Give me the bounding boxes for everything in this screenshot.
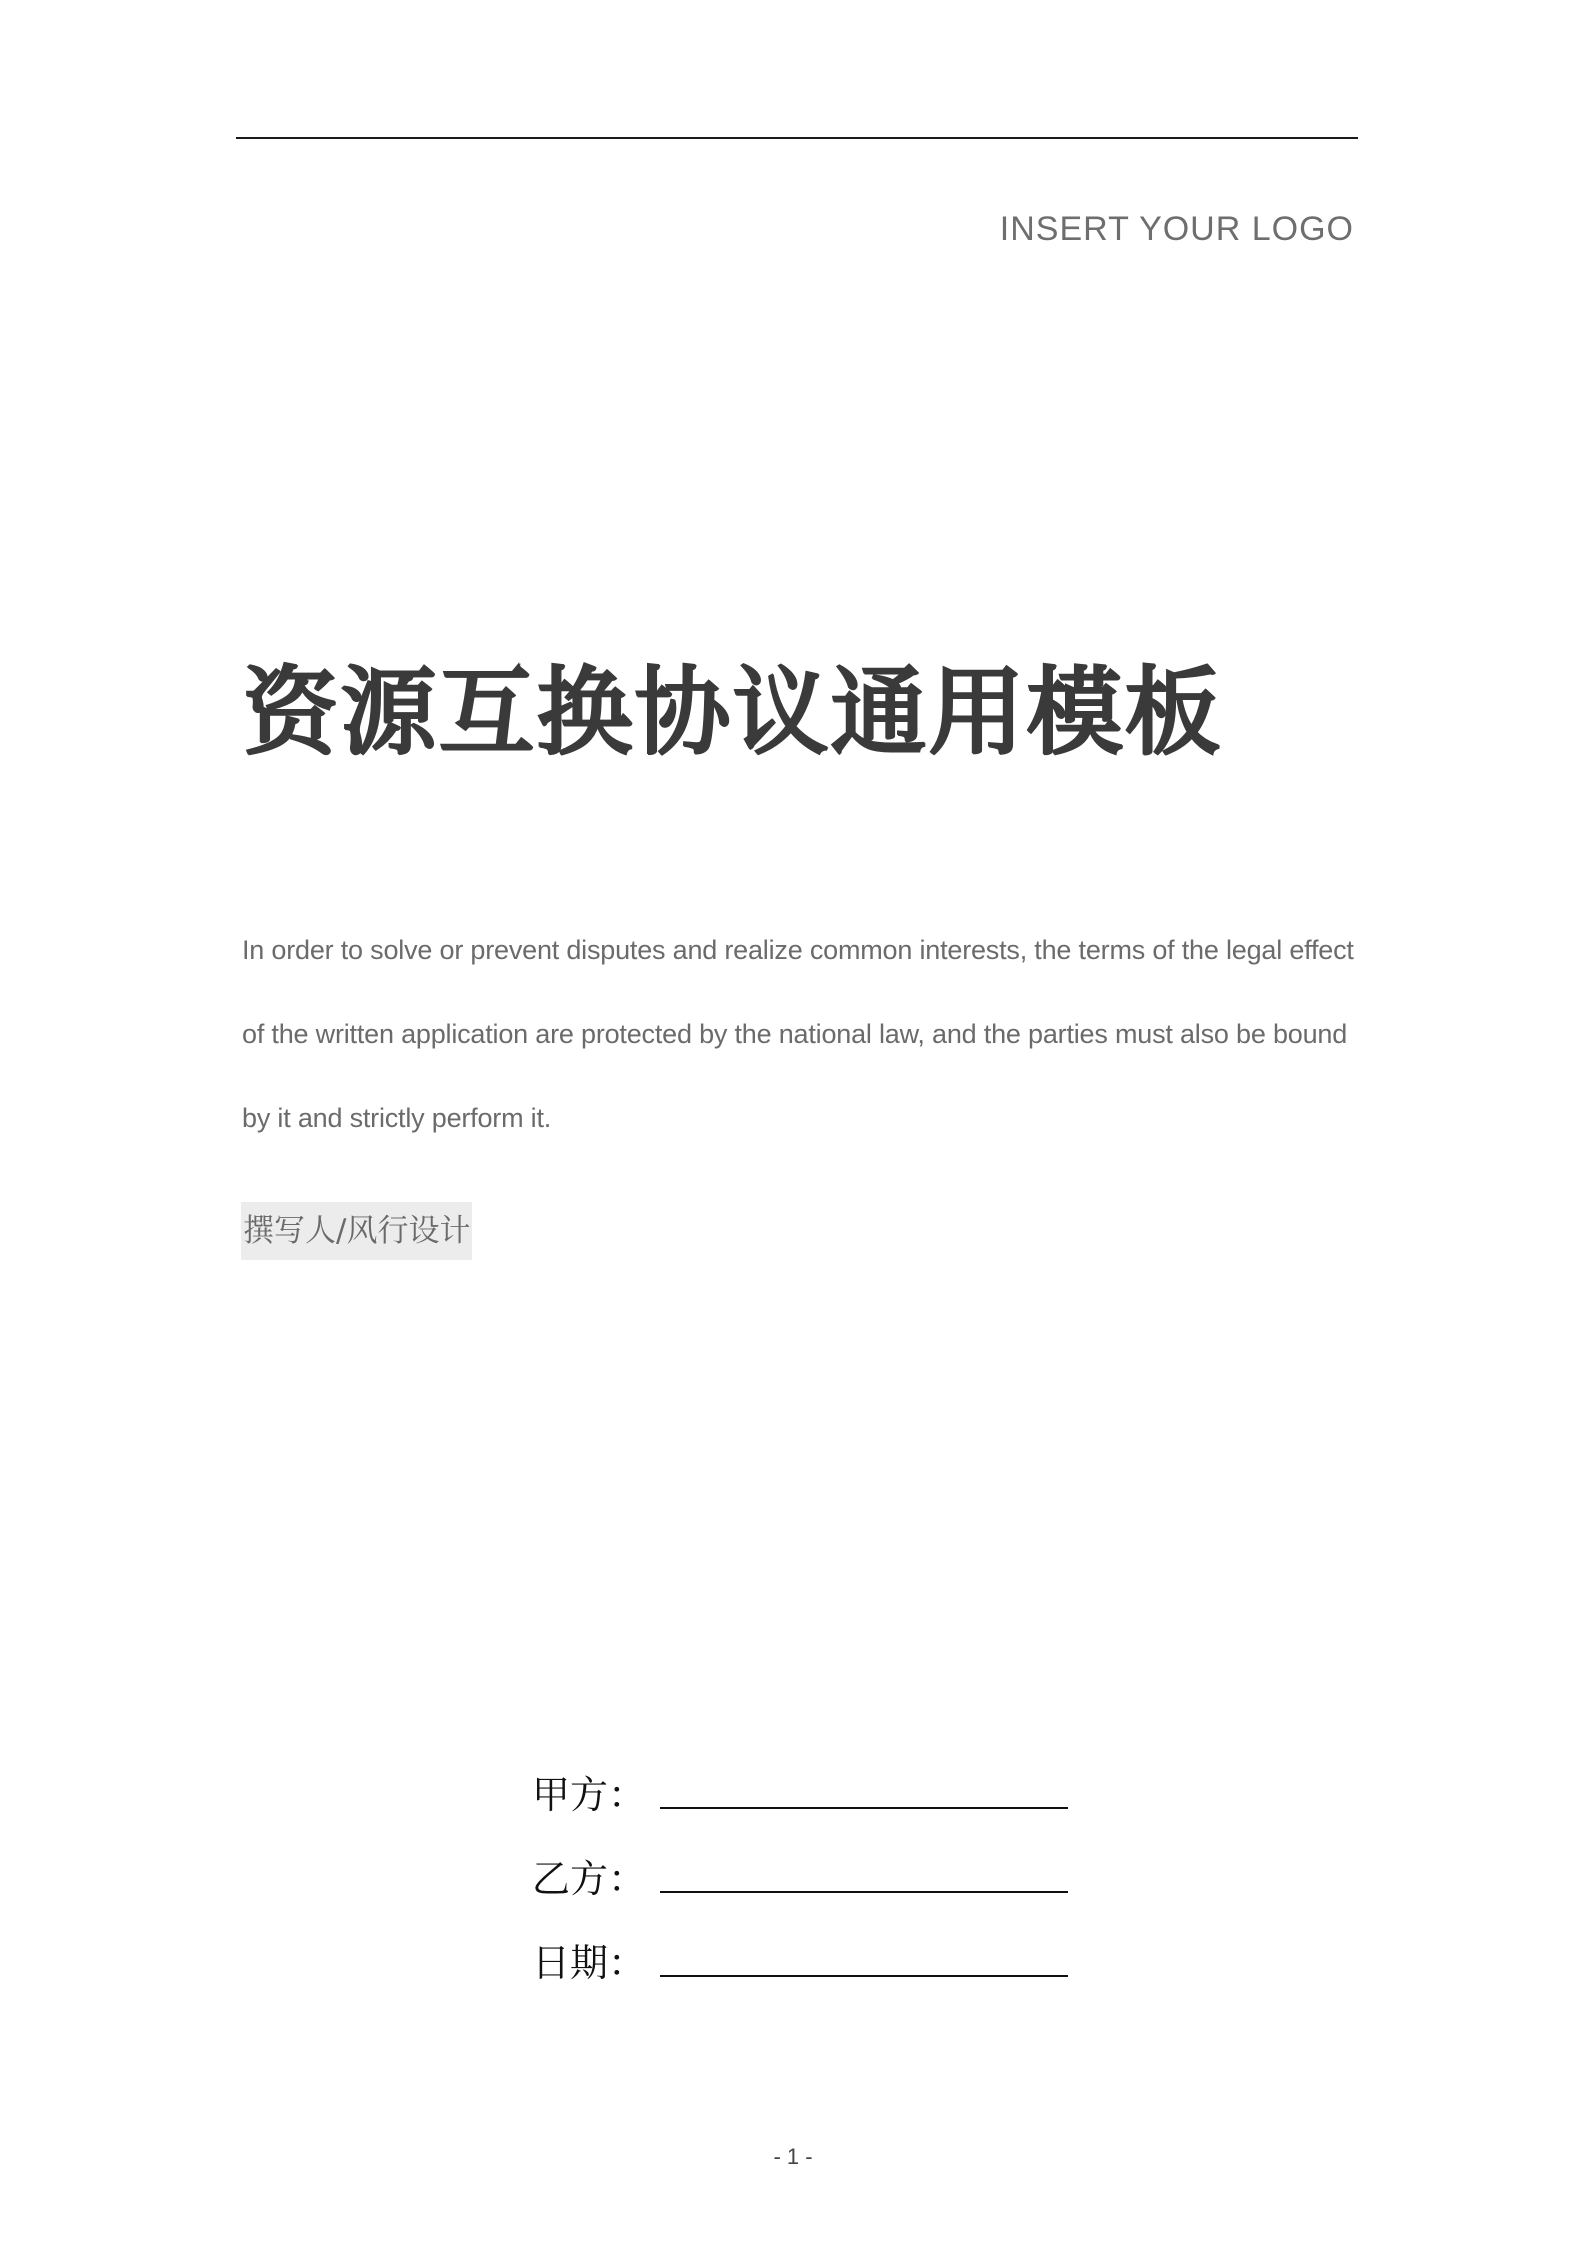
signature-row-party-a (532, 1735, 1068, 1819)
signature-row-date (532, 1903, 1068, 1987)
signature-line-party-b (660, 1891, 1068, 1893)
document-description: In order to solve or prevent disputes and realize common interests, the terms of the legal effect of the written application are protected by the national law, and the parties must also be bound by it and strictly perform it. (242, 935, 1354, 1133)
signature-label-party-b: 乙方： (532, 1857, 647, 1901)
author-tag: 撰写人/风行设计 (241, 1202, 472, 1260)
page-number: - 1 - (773, 2144, 813, 2169)
header-rule (236, 137, 1358, 139)
signature-row-party-b (532, 1819, 1068, 1903)
document-title: 资源互换协议通用模板 (242, 656, 1222, 768)
signature-line-party-a (660, 1807, 1068, 1809)
signature-line-date (660, 1975, 1068, 1977)
signature-label-date: 日期： (532, 1941, 647, 1985)
signature-block (532, 1735, 1068, 1987)
signature-label-party-a: 甲方： (532, 1773, 647, 1817)
logo-placeholder: INSERT YOUR LOGO (999, 210, 1354, 248)
